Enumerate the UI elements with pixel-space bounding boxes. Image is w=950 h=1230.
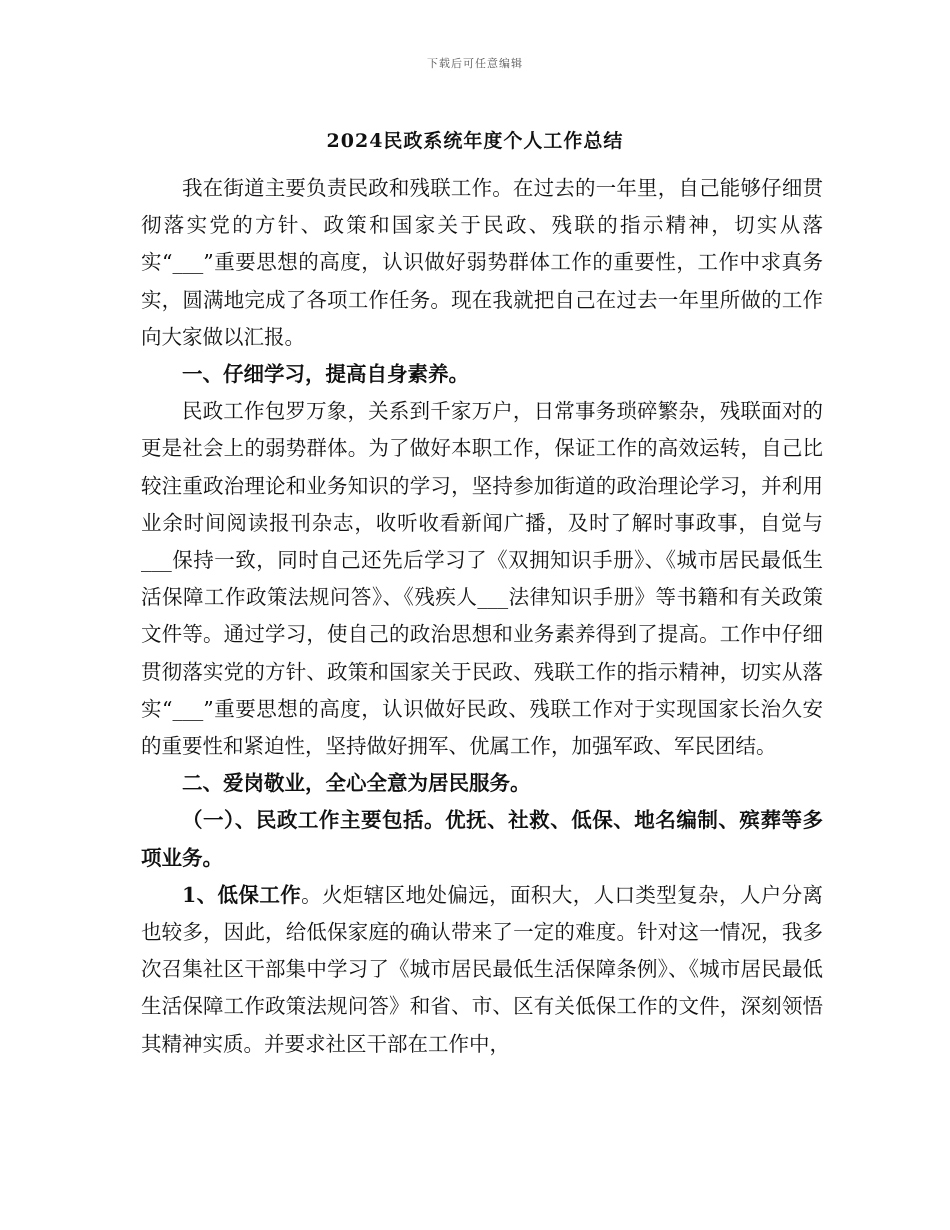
paragraph-intro: 我在街道主要负责民政和残联工作。在过去的一年里，自己能够仔细贯彻落实党的方针、政策和国家关于民政、残联的指示精神，切实从落实“___”重要思想的高度，认识做好弱势群体工作的重要性，工作中求真务实，圆满地完成了各项工作任务。现在我就把自己在过去一年里所做的工作向大家做以汇报。 [141,176,823,349]
document-body [141,170,823,1063]
page-header-note: 下载后可任意编辑 [427,57,523,70]
paragraph-low-income [141,877,823,1063]
subsection-heading-civil-affairs: （一）、民政工作主要包括。优抚、社救、低保、地名编制、殡葬等多项业务。 [141,808,823,870]
paragraph-study: 民政工作包罗万象，关系到千家万户，日常事务琐碎繁杂，残联面对的更是社会上的弱势群体。为了做好本职工作，保证工作的高效运转，自己比较注重政治理论和业务知识的学习，坚持参加街道的政治理论学习，并利用业余时间阅读报刊杂志，收听收看新闻广播，及时了解时事政事，自觉与___保持一致，同时自己还先后学习了《双拥知识手册》、《城市居民最低生活保障工作政策法规问答》、《残疾人___法律知识手册》等书籍和有关政策文件等。通过学习，使自己的政治思想和业务素养得到了提高。工作中仔细贯彻落实党的方针、政策和国家关于民政、残联工作的指示精神，切实从落实“___”重要思想的高度，认识做好民政、残联工作对于实现国家长治久安的重要性和紧迫性，坚持做好拥军、优属工作，加强军政、军民团结。 [141,399,823,759]
paragraph-lead-low-income: 1、低保工作 [182,882,302,907]
document-title: 2024民政系统年度个人工作总结 [326,130,624,152]
section-heading-study: 一、仔细学习，提高自身素养。 [182,362,469,387]
section-heading-service: 二、爱岗敬业，全心全意为居民服务。 [182,771,531,796]
paragraph-text-low-income: 。火炬辖区地处偏远，面积大，人口类型复杂，人户分离也较多，因此，给低保家庭的确认带来了一定的难度。针对这一情况，我多次召集社区干部集中学习了《城市居民最低生活保障条例》、《城市居民最低生活保障工作政策法规问答》和省、市、区有关低保工作的文件，深刻领悟其精神实质。并要求社区干部在工作中， [141,882,824,1056]
